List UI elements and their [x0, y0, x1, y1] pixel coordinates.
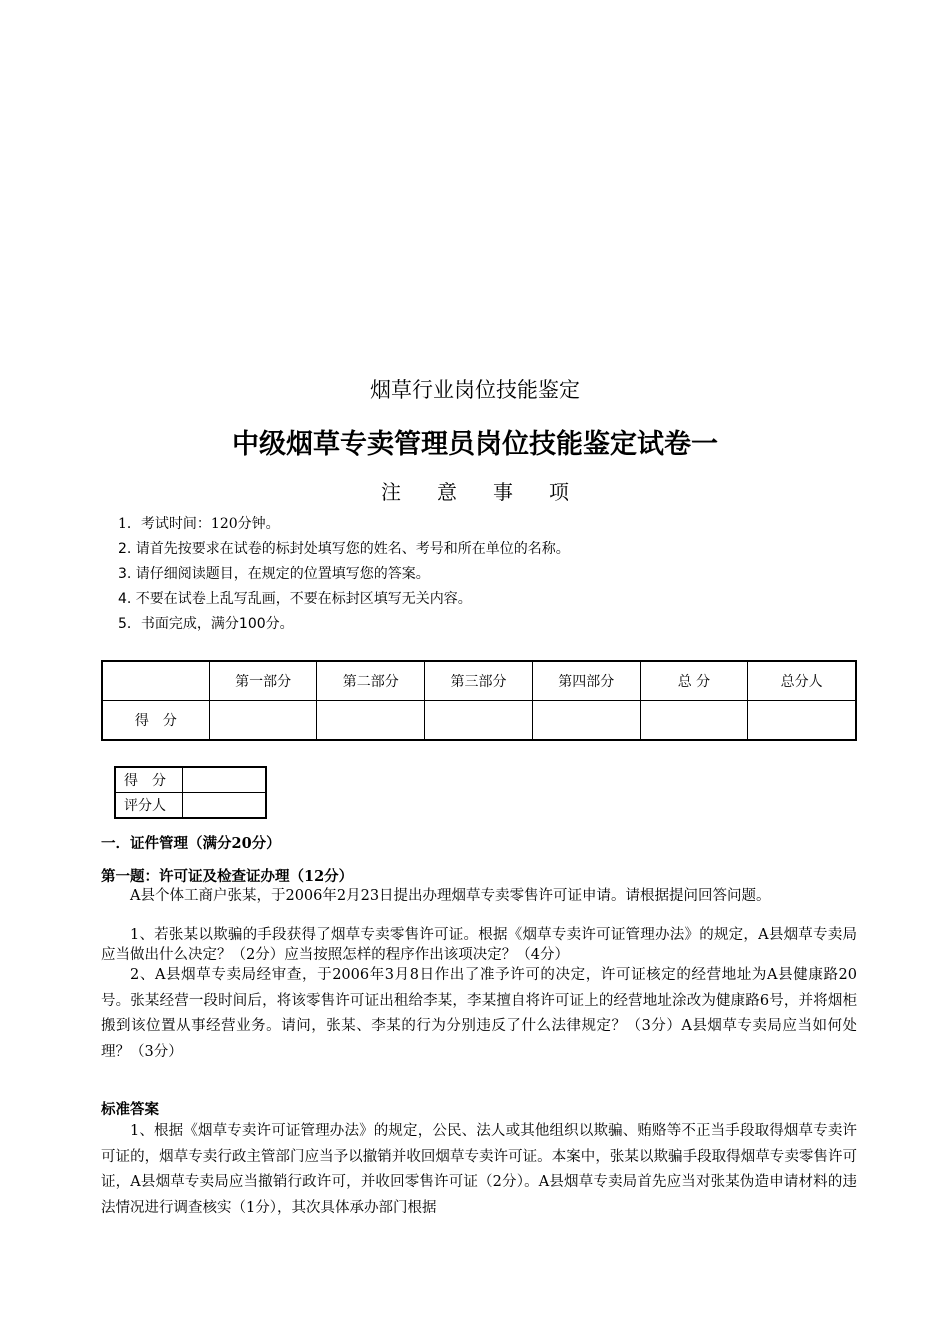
score-row-label: 得 分 — [102, 701, 209, 741]
exam-title: 中级烟草专卖管理员岗位技能鉴定试卷一 — [232, 429, 718, 460]
section-score-table — [114, 766, 267, 819]
answer-heading: 标准答案 — [101, 1101, 159, 1118]
question-intro: A县个体工商户张某，于2006年2月23日提出办理烟草专卖零售许可证申请。请根据提问回答问题。 — [130, 888, 771, 904]
score-field-part1[interactable] — [209, 701, 317, 741]
rule-item: 3. 请仔细阅读题目，在规定的位置填写您的答案。 — [118, 566, 430, 582]
section-grader-field[interactable] — [183, 793, 267, 819]
exam-subtitle: 烟草行业岗位技能鉴定 — [370, 378, 580, 402]
table-row — [102, 661, 856, 701]
table-header-cell: 第一部分 — [209, 661, 317, 701]
question-title: 第一题：许可证及检查证办理（12分） — [101, 868, 354, 885]
table-header-cell: 第四部分 — [532, 661, 640, 701]
score-field-part4[interactable] — [532, 701, 640, 741]
table-header-cell: 第二部分 — [317, 661, 425, 701]
rule-item: 1．考试时间：120分钟。 — [118, 516, 280, 532]
table-row — [115, 767, 266, 793]
score-summary-table — [101, 660, 857, 741]
score-field-grader[interactable] — [748, 701, 856, 741]
rule-item: 2. 请首先按要求在试卷的标封处填写您的姓名、考号和所在单位的名称。 — [118, 541, 570, 557]
score-field-total[interactable] — [640, 701, 748, 741]
standard-answer: 1、根据《烟草专卖许可证管理办法》的规定，公民、法人或其他组织以欺骗、贿赂等不正当手段取得烟草专卖许可证的，烟草专卖行政主管部门应当予以撤销并收回烟草专卖许可证。本案中，张某以欺骗手段取得烟草专卖零售许可证，A县烟草专卖局应当撤销行政许可，并收回零售许可证（2分）。A县烟草专卖局首先应当对张某伪造申请材料的违法情况进行调查核实（1分），其次具体承办部门根据 — [101, 1123, 857, 1216]
notice-heading — [0, 476, 950, 505]
notice-char: 项 — [549, 480, 569, 504]
table-row — [102, 701, 856, 741]
rule-item: 4. 不要在试卷上乱写乱画，不要在标封区填写无关内容。 — [118, 591, 472, 607]
section-heading: 一．证件管理（满分20分） — [101, 835, 281, 852]
question-1: 1、若张某以欺骗的手段获得了烟草专卖零售许可证。根据《烟草专卖许可证管理办法》的规定，A县烟草专卖局应当做出什么决定？（2分）应当按照怎样的程序作出该项决定？（4分） — [101, 927, 857, 963]
score-field-part2[interactable] — [317, 701, 425, 741]
small-table-label: 得 分 — [115, 767, 183, 793]
table-header-cell: 总 分 — [640, 661, 748, 701]
rule-item: 5．书面完成，满分100分。 — [118, 616, 294, 632]
notice-char: 注 — [381, 480, 401, 504]
small-table-label: 评分人 — [115, 793, 183, 819]
table-header-cell: 总分人 — [748, 661, 856, 701]
question-2: 2、A县烟草专卖局经审查，于2006年3月8日作出了准予许可的决定，许可证核定的经营地址为A县健康路20号。张某经营一段时间后，将该零售许可证出租给李某，李某擅自将许可证上的经营地址涂改为健康路6号，并将烟柜搬到该位置从事经营业务。请问，张某、李某的行为分别违反了什么法律规定？（3分）A县烟草专卖局应当如何处理？（3分） — [101, 967, 857, 1060]
table-header-cell: 第三部分 — [425, 661, 533, 701]
section-score-field[interactable] — [183, 767, 267, 793]
score-field-part3[interactable] — [425, 701, 533, 741]
table-row — [115, 793, 266, 819]
table-cell — [102, 661, 209, 701]
notice-char: 意 — [437, 480, 457, 504]
notice-char: 事 — [493, 480, 513, 504]
